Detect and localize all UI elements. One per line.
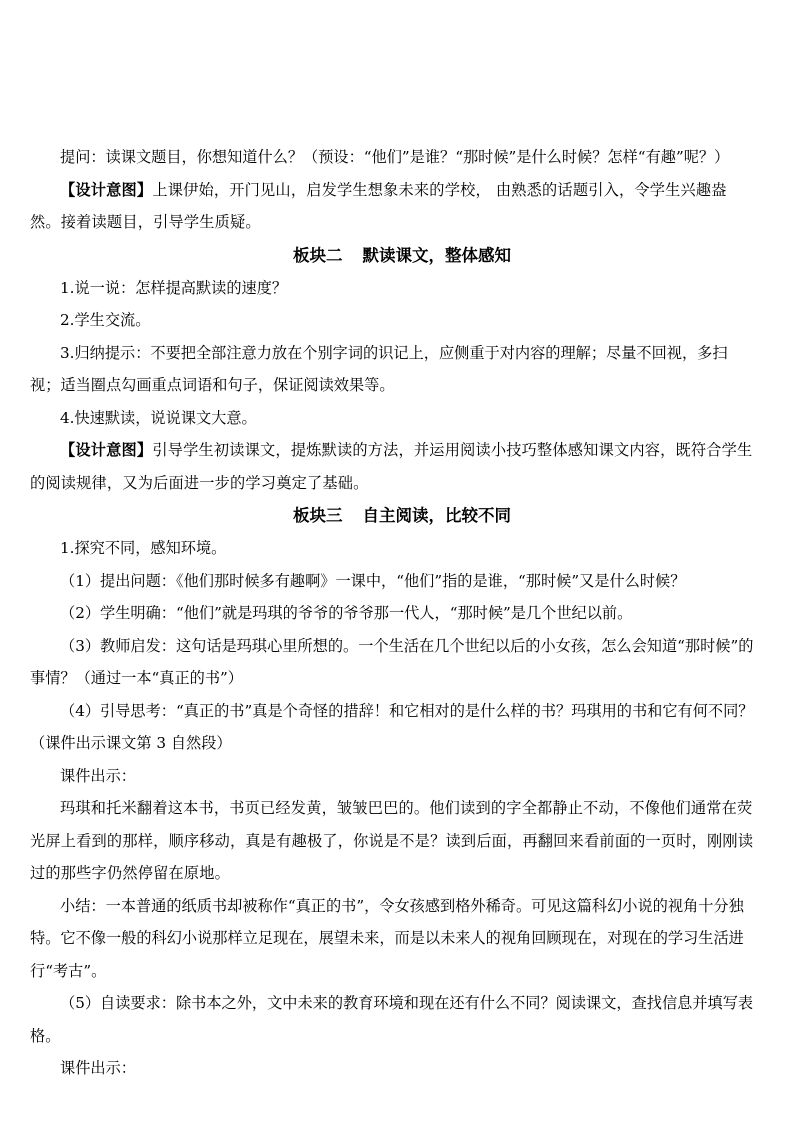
- design-intent-tag: 【设计意图】: [60, 180, 153, 199]
- sub-item: （2）学生明确：“他们”就是玛琪的爷爷的爷爷那一代人，“那时候”是几个世纪以前。: [60, 604, 633, 622]
- question-paragraph: 提问：读课文题目，你想知道什么？（预设：“他们”是谁？“那时候”是什么时候？怎样“有趣”呢？）: [60, 148, 730, 166]
- sub-item: （5）自读要求：除书本之外，文中未来的教育环境和现在还有什么不同？阅读课文，查找信息并填写表格。: [30, 994, 754, 1045]
- courseware-label: 课件出示：: [60, 766, 136, 785]
- sub-item: （1）提出问题：《他们那时候多有趣啊》一课中，“他们”指的是谁，“那时候”又是什么时候？: [60, 571, 686, 590]
- design-intent-paragraph: [30, 434, 756, 499]
- sub-item: （3）教师启发：这句话是玛琪心里所想的。一个生活在几个世纪以后的小女孩，怎么会知道“那时候”的事情？（通过一本“真正的书”）: [30, 636, 754, 687]
- heading-number: 板块二: [293, 245, 343, 265]
- summary-paragraph: 小结：一本普通的纸质书却被称作“真正的书”，令女孩感到格外稀奇。可见这篇科幻小说的视角十分独特。它不像一般的科幻小说那样立足现在，展望未来，而是以未来人的视角回顾现在，对现在的学习生活进行“考古”。: [30, 896, 744, 980]
- design-intent-text: 上课伊始，开门见山，启发学生想象未来的学校， 由熟悉的话题引入，令学生兴趣盎然。接着读题目，引导学生质疑。: [30, 180, 727, 231]
- section-heading-block2: [30, 239, 756, 272]
- list-item: 2.学生交流。: [60, 311, 151, 329]
- section-heading-block3: [30, 499, 756, 532]
- quoted-passage: 玛琪和托米翻着这本书，书页已经发黄，皱皱巴巴的。他们读到的字全都静止不动，不像他们通常在荧光屏上看到的那样，顺序移动，真是有趣极了，你说是不是？读到后面，再翻回来看前面的一页时，刚刚读过的那些字仍然停留在原地。: [30, 799, 754, 882]
- list-item: 1.说一说：怎样提高默读的速度？: [60, 278, 288, 297]
- courseware-label: 课件出示：: [60, 1059, 136, 1077]
- design-intent-tag: 【设计意图】: [60, 441, 153, 459]
- sub-item: （4）引导思考：“真正的书”真是个奇怪的措辞！和它相对的是什么样的书？玛琪用的书和它有何不同？（课件出示课文第 3 自然段）: [30, 701, 754, 752]
- heading-title: 自主阅读，比较不同: [362, 506, 511, 525]
- list-item: 4.快速默读，说说课文大意。: [60, 408, 257, 427]
- heading-title: 默读课文，整体感知: [362, 245, 511, 265]
- design-intent-paragraph: [30, 174, 756, 239]
- list-item: 3.归纳提示：不要把全部注意力放在个别字词的识记上，应侧重于对内容的理解；尽量不回视，多扫视；适当圈点勾画重点词语和句子，保证阅读效果等。: [30, 343, 728, 394]
- design-intent-text: 引导学生初读课文，提炼默读的方法，并运用阅读小技巧整体感知课文内容，既符合学生的阅读规律，又为后面进一步的学习奠定了基础。: [30, 441, 753, 492]
- heading-number: 板块三: [293, 506, 343, 525]
- list-item: 1.探究不同，感知环境。: [60, 539, 227, 557]
